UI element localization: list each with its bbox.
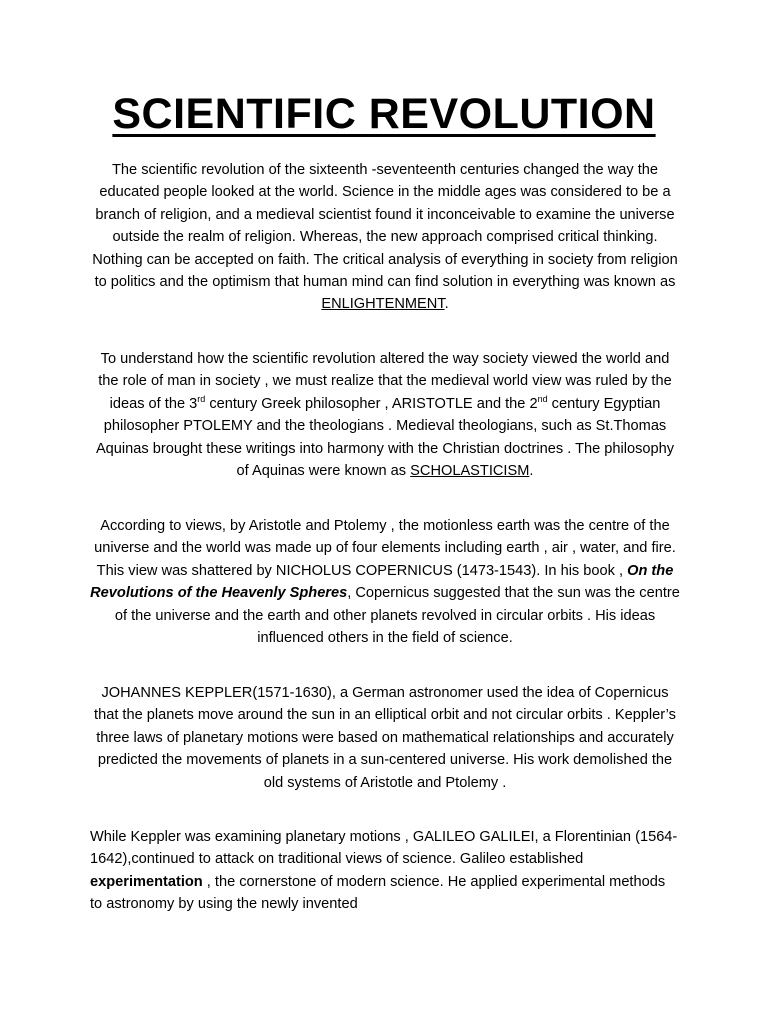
paragraph-keppler <box>90 682 680 794</box>
paragraph-copernicus <box>90 515 680 649</box>
paragraph-text: While Keppler was examining planetary motions , GALILEO GALILEI, a Florentinian (1564-1642),continued to attack on traditional views of science. Galileo established <box>90 829 678 868</box>
punctuation: . <box>444 296 449 313</box>
page-title: SCIENTIFIC REVOLUTION <box>112 90 656 138</box>
book-title: On the Revolutions of the Heavenly Spheres <box>90 562 674 602</box>
term-experimentation: experimentation <box>90 873 203 890</box>
paragraph-scholasticism <box>90 348 680 482</box>
term-enlightenment: ENLIGHTENMENT <box>321 296 445 313</box>
paragraph-galileo <box>90 826 680 916</box>
superscript-rd: rd <box>197 393 206 404</box>
term-scholasticism: SCHOLASTICISM <box>410 463 530 480</box>
paragraph-enlightenment <box>90 159 680 316</box>
paragraph-text: century Egyptian philosopher PTOLEMY and the theologians . Medieval theologians, such as St.Thomas Aquinas brought these writings into harmony with the Christian doctrines . The philosophy of Aquinas were known as <box>95 395 675 480</box>
paragraph-text: , Copernicus suggested that the sun was the centre of the universe and the earth and other planets revolved in circular orbits . His ideas influenced others in the field of science. <box>114 585 680 647</box>
punctuation: . <box>529 463 534 480</box>
superscript-nd: nd <box>537 393 548 404</box>
paragraph-text: According to views, by Aristotle and Ptolemy , the motionless earth was the centre of the universe and the world was made up of four elements including earth , air , water, and fire. This view was shattered by NICHOLUS COPERNICUS (1473-1543). In his book , <box>94 518 676 579</box>
paragraph-text: century Greek philosopher , ARISTOTLE and the 2 <box>205 395 538 412</box>
paragraph-text: The scientific revolution of the sixteenth -seventeenth centuries changed the way the educated people looked at the world. Science in the middle ages was considered to be a branch of religion, and a medieval scientist found it inconceivable to examine the universe outside the realm of religion. Whereas, the new approach comprised critical thinking. Nothing can be accepted on faith. The critical analysis of everything in society from religion to politics and the optimism that human mind can find solution in everything was known as <box>92 162 678 291</box>
paragraph-text: To understand how the scientific revolution altered the way society viewed the world and the role of man in society , we must realize that the medieval world view was ruled by the ideas of the 3 <box>98 351 672 412</box>
paragraph-text: JOHANNES KEPPLER(1571-1630), a German astronomer used the idea of Copernicus that the planets move around the sun in an elliptical orbit and not circular orbits . Keppler’s three laws of planetary motions were based on mathematical relationships and accurately predicted the movements of planets in a sun-centered universe. His work demolished the old systems of Aristotle and Ptolemy . <box>94 685 676 791</box>
paragraph-text: , the cornerstone of modern science. He applied experimental methods to astronomy by using the newly invented <box>90 873 666 913</box>
